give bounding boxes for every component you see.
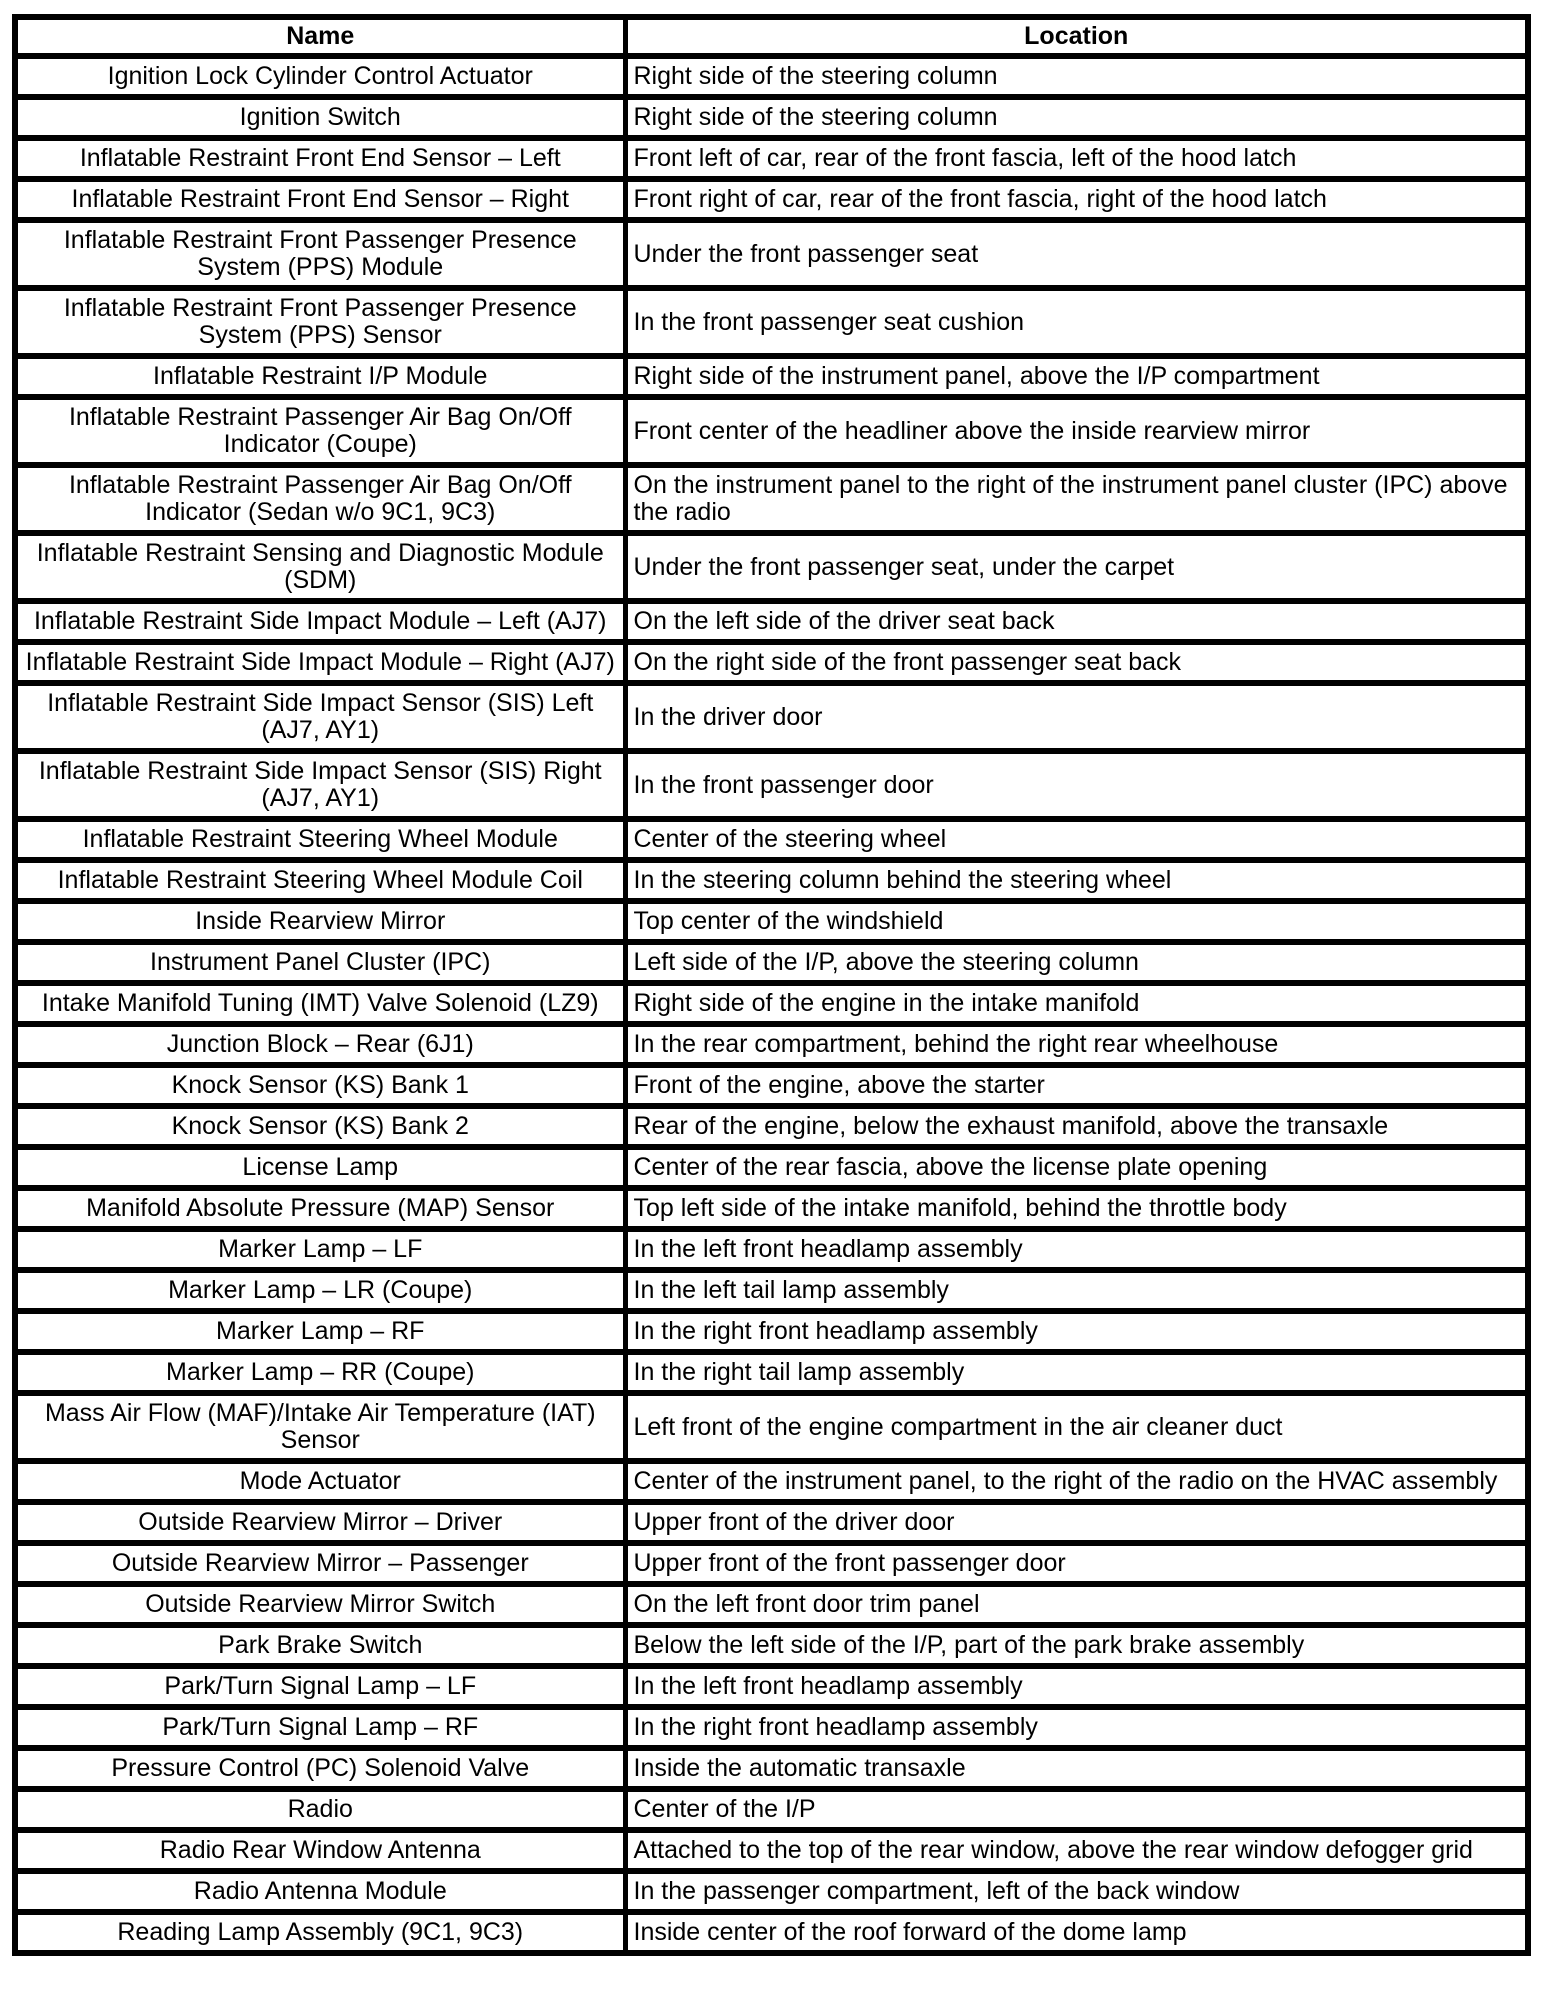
component-location-cell: On the left side of the driver seat back bbox=[625, 601, 1528, 642]
component-name-cell: Inflatable Restraint Steering Wheel Module bbox=[15, 819, 625, 860]
component-name-cell: Knock Sensor (KS) Bank 2 bbox=[15, 1106, 625, 1147]
component-location-cell: In the front passenger door bbox=[625, 751, 1528, 819]
table-row bbox=[15, 1543, 1528, 1584]
component-location-cell: Under the front passenger seat bbox=[625, 220, 1528, 288]
component-name-cell: Ignition Switch bbox=[15, 97, 625, 138]
component-name-cell: License Lamp bbox=[15, 1147, 625, 1188]
table-row bbox=[15, 1912, 1528, 1953]
component-name-cell: Inflatable Restraint I/P Module bbox=[15, 356, 625, 397]
table-header bbox=[15, 17, 1528, 56]
component-name-cell: Marker Lamp – LF bbox=[15, 1229, 625, 1270]
component-location-cell: Inside center of the roof forward of the dome lamp bbox=[625, 1912, 1528, 1953]
table-row bbox=[15, 288, 1528, 356]
table-row bbox=[15, 860, 1528, 901]
table-row bbox=[15, 1461, 1528, 1502]
component-location-cell: Top center of the windshield bbox=[625, 901, 1528, 942]
component-location-cell: Rear of the engine, below the exhaust manifold, above the transaxle bbox=[625, 1106, 1528, 1147]
component-name-cell: Instrument Panel Cluster (IPC) bbox=[15, 942, 625, 983]
header-row bbox=[15, 17, 1528, 56]
component-name-cell: Inside Rearview Mirror bbox=[15, 901, 625, 942]
component-name-cell: Inflatable Restraint Passenger Air Bag On/Off Indicator (Sedan w/o 9C1, 9C3) bbox=[15, 465, 625, 533]
table-row bbox=[15, 1065, 1528, 1106]
component-location-cell: In the rear compartment, behind the right rear wheelhouse bbox=[625, 1024, 1528, 1065]
table-row bbox=[15, 97, 1528, 138]
component-location-cell: In the right front headlamp assembly bbox=[625, 1707, 1528, 1748]
table-row bbox=[15, 1393, 1528, 1461]
table-row bbox=[15, 1666, 1528, 1707]
component-name-cell: Park/Turn Signal Lamp – LF bbox=[15, 1666, 625, 1707]
component-name-cell: Inflatable Restraint Sensing and Diagnostic Module (SDM) bbox=[15, 533, 625, 601]
table-row bbox=[15, 1789, 1528, 1830]
component-location-cell: Front of the engine, above the starter bbox=[625, 1065, 1528, 1106]
table-row bbox=[15, 56, 1528, 97]
component-name-cell: Park/Turn Signal Lamp – RF bbox=[15, 1707, 625, 1748]
component-name-cell: Inflatable Restraint Steering Wheel Module Coil bbox=[15, 860, 625, 901]
table-row bbox=[15, 601, 1528, 642]
component-name-cell: Inflatable Restraint Side Impact Sensor (SIS) Right (AJ7, AY1) bbox=[15, 751, 625, 819]
component-location-table bbox=[12, 14, 1531, 1956]
table-row bbox=[15, 642, 1528, 683]
table-row bbox=[15, 1748, 1528, 1789]
table-body bbox=[15, 56, 1528, 1953]
component-name-cell: Marker Lamp – RF bbox=[15, 1311, 625, 1352]
table-row bbox=[15, 983, 1528, 1024]
component-name-cell: Outside Rearview Mirror – Passenger bbox=[15, 1543, 625, 1584]
component-location-cell: Right side of the steering column bbox=[625, 56, 1528, 97]
component-location-cell: Center of the I/P bbox=[625, 1789, 1528, 1830]
table-row bbox=[15, 356, 1528, 397]
component-location-cell: In the right tail lamp assembly bbox=[625, 1352, 1528, 1393]
component-name-cell: Outside Rearview Mirror – Driver bbox=[15, 1502, 625, 1543]
component-location-cell: Front left of car, rear of the front fascia, left of the hood latch bbox=[625, 138, 1528, 179]
component-name-cell: Intake Manifold Tuning (IMT) Valve Solenoid (LZ9) bbox=[15, 983, 625, 1024]
component-name-cell: Inflatable Restraint Passenger Air Bag On/Off Indicator (Coupe) bbox=[15, 397, 625, 465]
component-location-cell: Center of the steering wheel bbox=[625, 819, 1528, 860]
table-row bbox=[15, 179, 1528, 220]
component-location-cell: In the right front headlamp assembly bbox=[625, 1311, 1528, 1352]
component-location-cell: Below the left side of the I/P, part of the park brake assembly bbox=[625, 1625, 1528, 1666]
component-name-cell: Inflatable Restraint Side Impact Sensor (SIS) Left (AJ7, AY1) bbox=[15, 683, 625, 751]
table-row bbox=[15, 1584, 1528, 1625]
table-row bbox=[15, 220, 1528, 288]
component-location-cell: In the passenger compartment, left of the back window bbox=[625, 1871, 1528, 1912]
table-row bbox=[15, 942, 1528, 983]
component-location-cell: Center of the instrument panel, to the right of the radio on the HVAC assembly bbox=[625, 1461, 1528, 1502]
table-row bbox=[15, 1871, 1528, 1912]
component-name-cell: Marker Lamp – LR (Coupe) bbox=[15, 1270, 625, 1311]
table-row bbox=[15, 397, 1528, 465]
component-location-cell: In the left front headlamp assembly bbox=[625, 1229, 1528, 1270]
component-name-cell: Mass Air Flow (MAF)/Intake Air Temperature (IAT) Sensor bbox=[15, 1393, 625, 1461]
component-location-cell: In the steering column behind the steering wheel bbox=[625, 860, 1528, 901]
table-row bbox=[15, 1229, 1528, 1270]
table-row bbox=[15, 533, 1528, 601]
component-location-cell: Front center of the headliner above the inside rearview mirror bbox=[625, 397, 1528, 465]
component-location-cell: On the instrument panel to the right of the instrument panel cluster (IPC) above the radio bbox=[625, 465, 1528, 533]
table-row bbox=[15, 1024, 1528, 1065]
table-row bbox=[15, 1188, 1528, 1229]
component-location-cell: Front right of car, rear of the front fascia, right of the hood latch bbox=[625, 179, 1528, 220]
component-location-cell: Attached to the top of the rear window, above the rear window defogger grid bbox=[625, 1830, 1528, 1871]
component-location-cell: Top left side of the intake manifold, behind the throttle body bbox=[625, 1188, 1528, 1229]
component-location-cell: In the driver door bbox=[625, 683, 1528, 751]
component-name-cell: Junction Block – Rear (6J1) bbox=[15, 1024, 625, 1065]
table-row bbox=[15, 1707, 1528, 1748]
component-location-cell: In the left front headlamp assembly bbox=[625, 1666, 1528, 1707]
component-name-cell: Radio Rear Window Antenna bbox=[15, 1830, 625, 1871]
component-name-cell: Radio bbox=[15, 1789, 625, 1830]
column-header-name: Name bbox=[15, 17, 625, 56]
table-row bbox=[15, 1311, 1528, 1352]
table-row bbox=[15, 1147, 1528, 1188]
component-location-cell: Upper front of the front passenger door bbox=[625, 1543, 1528, 1584]
table-row bbox=[15, 1106, 1528, 1147]
component-location-cell: Left side of the I/P, above the steering column bbox=[625, 942, 1528, 983]
component-location-cell: Center of the rear fascia, above the license plate opening bbox=[625, 1147, 1528, 1188]
component-name-cell: Inflatable Restraint Front Passenger Presence System (PPS) Module bbox=[15, 220, 625, 288]
table-row bbox=[15, 1625, 1528, 1666]
component-name-cell: Radio Antenna Module bbox=[15, 1871, 625, 1912]
table-row bbox=[15, 1830, 1528, 1871]
component-name-cell: Pressure Control (PC) Solenoid Valve bbox=[15, 1748, 625, 1789]
component-location-cell: In the left tail lamp assembly bbox=[625, 1270, 1528, 1311]
component-location-cell: Right side of the instrument panel, above the I/P compartment bbox=[625, 356, 1528, 397]
component-name-cell: Park Brake Switch bbox=[15, 1625, 625, 1666]
component-name-cell: Inflatable Restraint Side Impact Module – Left (AJ7) bbox=[15, 601, 625, 642]
component-name-cell: Inflatable Restraint Front End Sensor – Right bbox=[15, 179, 625, 220]
table-row bbox=[15, 683, 1528, 751]
component-name-cell: Marker Lamp – RR (Coupe) bbox=[15, 1352, 625, 1393]
component-location-cell: In the front passenger seat cushion bbox=[625, 288, 1528, 356]
component-location-cell: Upper front of the driver door bbox=[625, 1502, 1528, 1543]
component-name-cell: Inflatable Restraint Front Passenger Presence System (PPS) Sensor bbox=[15, 288, 625, 356]
component-location-cell: On the left front door trim panel bbox=[625, 1584, 1528, 1625]
component-name-cell: Inflatable Restraint Front End Sensor – Left bbox=[15, 138, 625, 179]
component-name-cell: Inflatable Restraint Side Impact Module – Right (AJ7) bbox=[15, 642, 625, 683]
component-location-cell: Under the front passenger seat, under the carpet bbox=[625, 533, 1528, 601]
component-name-cell: Mode Actuator bbox=[15, 1461, 625, 1502]
component-name-cell: Reading Lamp Assembly (9C1, 9C3) bbox=[15, 1912, 625, 1953]
component-location-cell: Right side of the engine in the intake manifold bbox=[625, 983, 1528, 1024]
component-name-cell: Outside Rearview Mirror Switch bbox=[15, 1584, 625, 1625]
table-row bbox=[15, 751, 1528, 819]
component-name-cell: Manifold Absolute Pressure (MAP) Sensor bbox=[15, 1188, 625, 1229]
component-location-cell: Right side of the steering column bbox=[625, 97, 1528, 138]
component-location-cell: On the right side of the front passenger seat back bbox=[625, 642, 1528, 683]
component-name-cell: Ignition Lock Cylinder Control Actuator bbox=[15, 56, 625, 97]
table-row bbox=[15, 1270, 1528, 1311]
column-header-location: Location bbox=[625, 17, 1528, 56]
table-row bbox=[15, 901, 1528, 942]
table-row bbox=[15, 1502, 1528, 1543]
table-row bbox=[15, 1352, 1528, 1393]
table-row bbox=[15, 819, 1528, 860]
component-location-cell: Left front of the engine compartment in the air cleaner duct bbox=[625, 1393, 1528, 1461]
component-location-cell: Inside the automatic transaxle bbox=[625, 1748, 1528, 1789]
table-row bbox=[15, 138, 1528, 179]
table-row bbox=[15, 465, 1528, 533]
component-name-cell: Knock Sensor (KS) Bank 1 bbox=[15, 1065, 625, 1106]
